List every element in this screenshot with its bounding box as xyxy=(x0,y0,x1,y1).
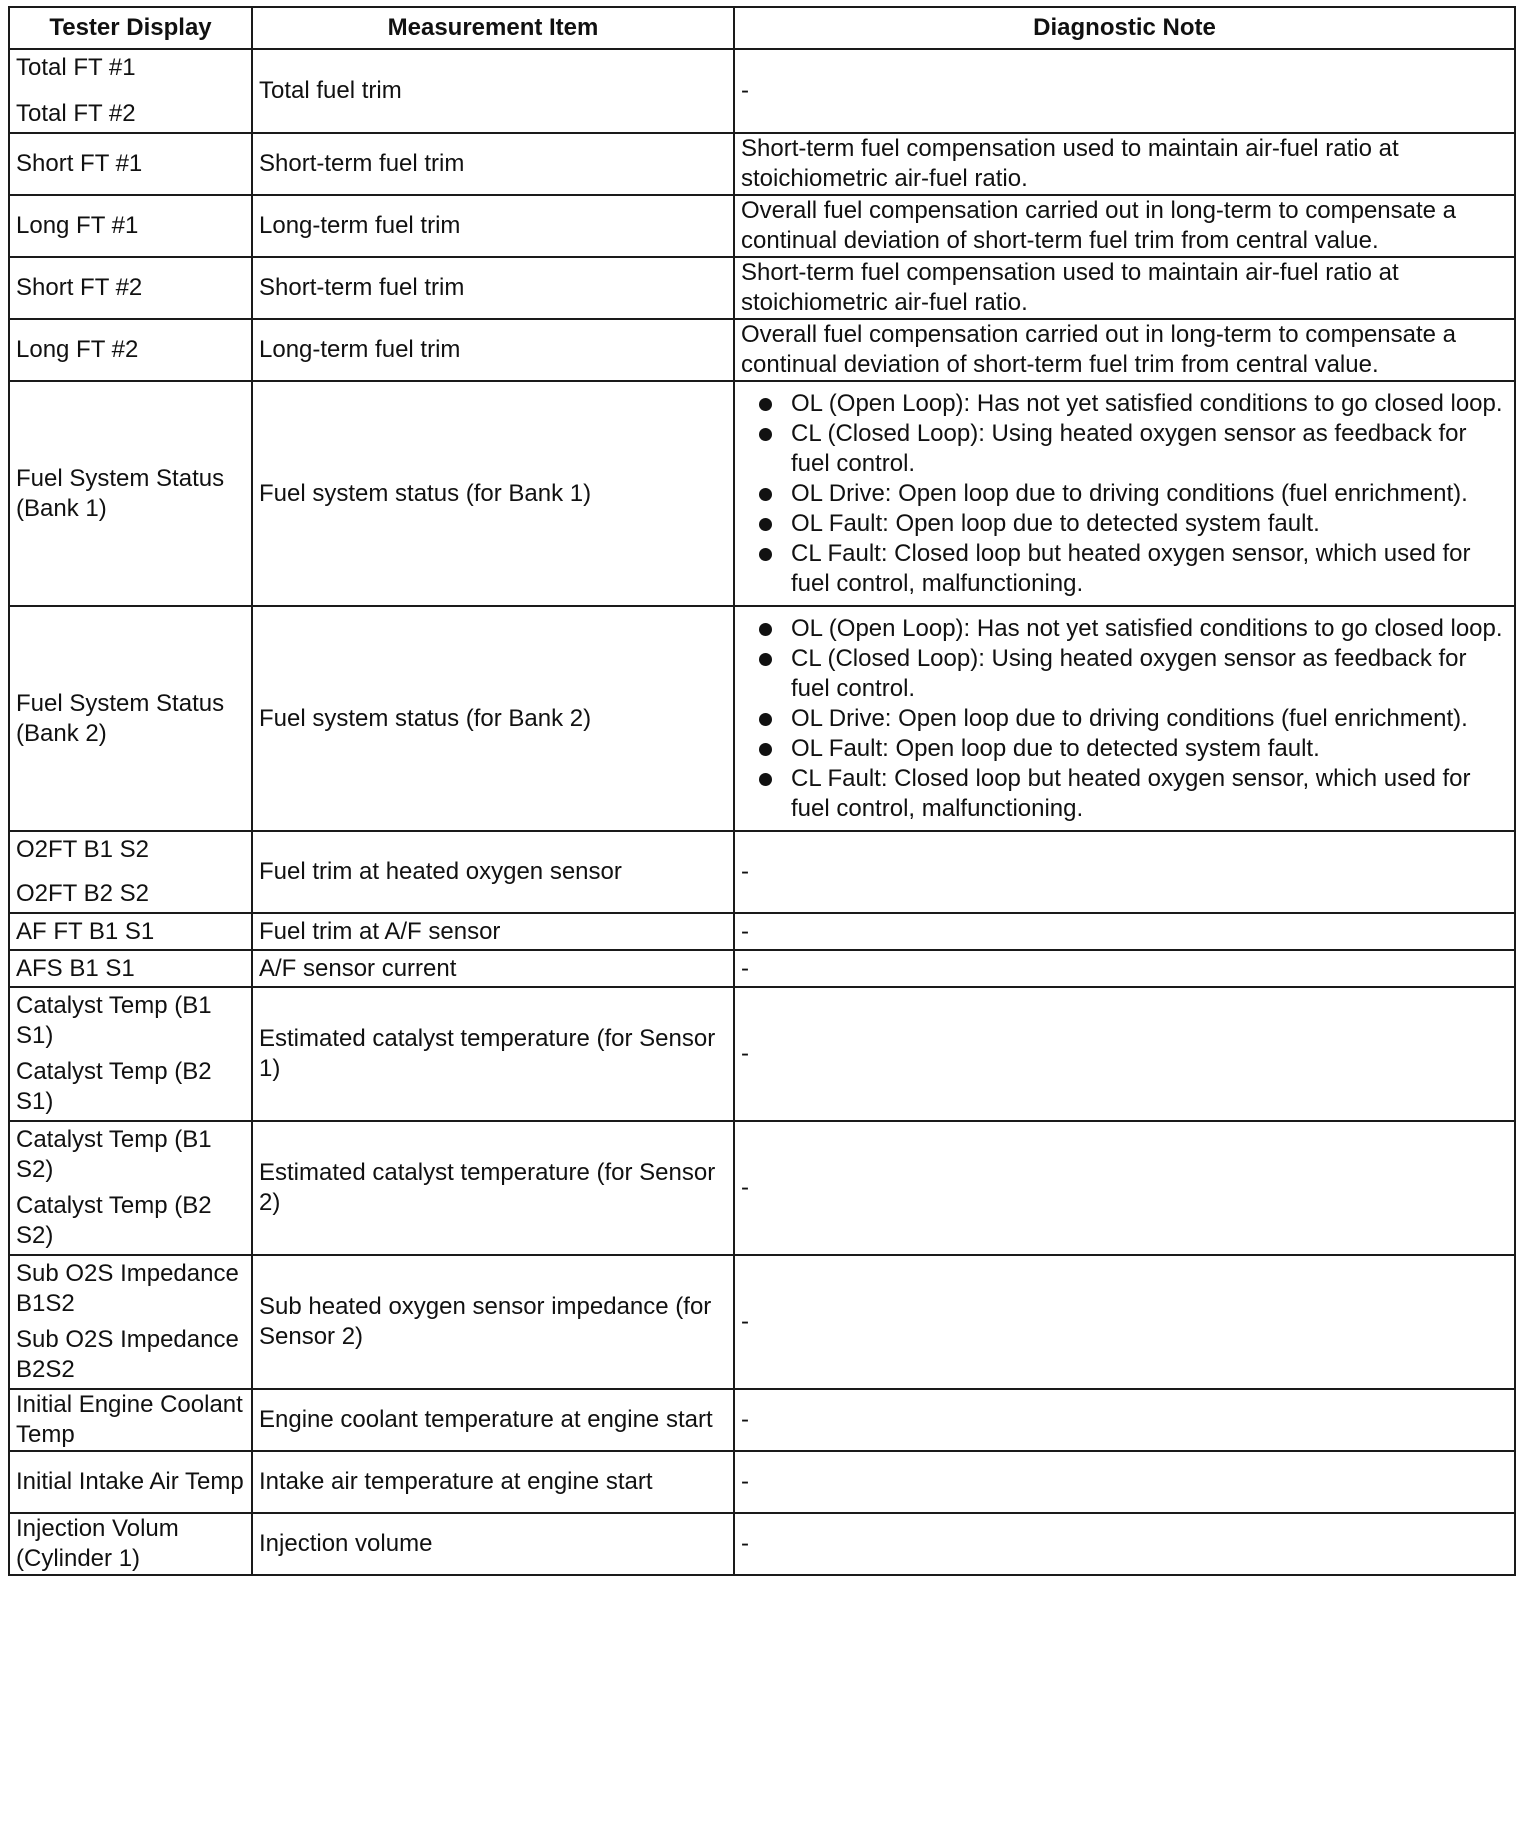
header-row xyxy=(9,7,1515,49)
bullet-text: CL Fault: Closed loop but heated oxygen sensor, which used for fuel control, malfunctioning. xyxy=(791,539,1471,597)
measurement-item-cell: Fuel system status (for Bank 2) xyxy=(252,606,734,831)
diagnostic-note-cell: Short-term fuel compensation used to maintain air-fuel ratio at stoichiometric air-fuel ratio. xyxy=(734,133,1515,195)
measurement-item-cell: Fuel trim at heated oxygen sensor xyxy=(252,831,734,913)
measurement-item-cell: Injection volume xyxy=(252,1513,734,1575)
tester-display-name: Initial Intake Air Temp xyxy=(16,1468,244,1495)
measurement-item-cell: Short-term fuel trim xyxy=(252,133,734,195)
table-row xyxy=(9,831,1515,913)
data-list-table xyxy=(8,6,1516,1576)
tester-display-name: Short FT #1 xyxy=(16,150,143,177)
table-row xyxy=(9,381,1515,606)
measurement-item-cell: Sub heated oxygen sensor impedance (for Sensor 2) xyxy=(252,1255,734,1389)
measurement-item-cell: Fuel trim at A/F sensor xyxy=(252,913,734,950)
bullet-dot-icon xyxy=(759,548,772,561)
tester-display-name: Fuel System Status (Bank 2) xyxy=(16,689,225,747)
tester-display-cell xyxy=(9,1121,252,1255)
tester-display-cell xyxy=(9,1451,252,1513)
tester-display-name: Catalyst Temp (B2 S1) xyxy=(16,1058,212,1115)
tester-display-name: O2FT B1 S2 xyxy=(16,836,149,863)
tester-display-name: Injection Volum (Cylinder 1) xyxy=(16,1515,179,1572)
tester-display-cell xyxy=(9,381,252,606)
bullet-item xyxy=(741,479,1508,509)
tester-display-cell xyxy=(9,950,252,987)
bullet-item xyxy=(741,704,1508,734)
diagnostic-bullet-list xyxy=(741,389,1508,599)
tester-display-name: Short FT #2 xyxy=(16,274,143,301)
header-tester-display: Tester Display xyxy=(9,7,252,49)
table-row xyxy=(9,49,1515,133)
bullet-item xyxy=(741,389,1508,419)
tester-display-name: O2FT B2 S2 xyxy=(16,880,149,907)
tester-display-name: AFS B1 S1 xyxy=(16,954,135,982)
measurement-item-cell: A/F sensor current xyxy=(252,950,734,987)
tester-display-name: Catalyst Temp (B2 S2) xyxy=(16,1192,212,1249)
measurement-item-cell: Engine coolant temperature at engine start xyxy=(252,1389,734,1451)
table-row xyxy=(9,1389,1515,1451)
measurement-item-cell: Estimated catalyst temperature (for Sensor 1) xyxy=(252,987,734,1121)
bullet-dot-icon xyxy=(759,428,772,441)
diagnostic-note-cell: - xyxy=(734,1513,1515,1575)
table-body xyxy=(9,49,1515,1575)
table-row xyxy=(9,913,1515,950)
tester-display-cell xyxy=(9,606,252,831)
tester-display-name: Catalyst Temp (B1 S1) xyxy=(16,992,212,1049)
measurement-item-cell: Long-term fuel trim xyxy=(252,319,734,381)
bullet-text: OL (Open Loop): Has not yet satisfied conditions to go closed loop. xyxy=(791,389,1503,417)
table-row xyxy=(9,1451,1515,1513)
bullet-text: OL Drive: Open loop due to driving conditions (fuel enrichment). xyxy=(791,479,1468,507)
tester-display-stack xyxy=(16,1125,245,1251)
tester-display-name: Catalyst Temp (B1 S2) xyxy=(16,1126,212,1183)
tester-display-cell xyxy=(9,831,252,913)
diagnostic-note-cell: - xyxy=(734,1451,1515,1513)
table-row xyxy=(9,950,1515,987)
bullet-dot-icon xyxy=(759,398,772,411)
diagnostic-note-cell: - xyxy=(734,831,1515,913)
tester-display-name: Initial Engine Coolant Temp xyxy=(16,1391,243,1448)
bullet-dot-icon xyxy=(759,623,772,636)
diagnostic-note-cell: - xyxy=(734,950,1515,987)
tester-display-name: Total FT #1 xyxy=(16,54,136,81)
table-row xyxy=(9,133,1515,195)
tester-display-stack xyxy=(16,53,245,129)
tester-display-name: Long FT #1 xyxy=(16,212,139,239)
measurement-item-cell: Fuel system status (for Bank 1) xyxy=(252,381,734,606)
bullet-dot-icon xyxy=(759,713,772,726)
table-row xyxy=(9,1513,1515,1575)
tester-display-cell xyxy=(9,913,252,950)
diagnostic-note-cell: Overall fuel compensation carried out in long-term to compensate a continual deviation of short-term fuel trim from central value. xyxy=(734,195,1515,257)
table-row xyxy=(9,606,1515,831)
bullet-text: OL Fault: Open loop due to detected system fault. xyxy=(791,734,1320,762)
measurement-item-cell: Estimated catalyst temperature (for Sensor 2) xyxy=(252,1121,734,1255)
bullet-item xyxy=(741,764,1508,824)
bullet-item xyxy=(741,614,1508,644)
bullet-text: OL Drive: Open loop due to driving conditions (fuel enrichment). xyxy=(791,704,1468,732)
header-measurement-item: Measurement Item xyxy=(252,7,734,49)
diagnostic-note-cell: - xyxy=(734,913,1515,950)
bullet-dot-icon xyxy=(759,488,772,501)
bullet-dot-icon xyxy=(759,773,772,786)
tester-display-name: Sub O2S Impedance B1S2 xyxy=(16,1260,239,1317)
table-row xyxy=(9,987,1515,1121)
diagnostic-note-cell: - xyxy=(734,1255,1515,1389)
diagnostic-note-cell: - xyxy=(734,987,1515,1121)
tester-display-stack xyxy=(16,991,245,1117)
header-diagnostic-note: Diagnostic Note xyxy=(734,7,1515,49)
bullet-dot-icon xyxy=(759,743,772,756)
bullet-item xyxy=(741,539,1508,599)
bullet-item xyxy=(741,419,1508,479)
tester-display-cell xyxy=(9,257,252,319)
bullet-item xyxy=(741,644,1508,704)
table-row xyxy=(9,195,1515,257)
tester-display-cell xyxy=(9,1389,252,1451)
table-row xyxy=(9,319,1515,381)
tester-display-stack xyxy=(16,835,245,909)
diagnostic-bullet-list xyxy=(741,614,1508,824)
tester-display-stack xyxy=(16,1259,245,1385)
diagnostic-note-cell: - xyxy=(734,49,1515,133)
measurement-item-cell: Total fuel trim xyxy=(252,49,734,133)
measurement-item-cell: Short-term fuel trim xyxy=(252,257,734,319)
tester-display-name: Long FT #2 xyxy=(16,336,139,363)
diagnostic-note-cell: - xyxy=(734,1389,1515,1451)
tester-display-cell xyxy=(9,49,252,133)
tester-display-cell xyxy=(9,133,252,195)
table-row xyxy=(9,1255,1515,1389)
tester-display-cell xyxy=(9,1255,252,1389)
bullet-text: CL (Closed Loop): Using heated oxygen sensor as feedback for fuel control. xyxy=(791,644,1467,702)
measurement-item-cell: Intake air temperature at engine start xyxy=(252,1451,734,1513)
data-list-table-wrapper xyxy=(8,6,1514,1576)
tester-display-cell xyxy=(9,987,252,1121)
tester-display-name: Fuel System Status (Bank 1) xyxy=(16,464,225,522)
tester-display-cell xyxy=(9,1513,252,1575)
diagnostic-note-cell xyxy=(734,381,1515,606)
bullet-text: CL Fault: Closed loop but heated oxygen sensor, which used for fuel control, malfunctioning. xyxy=(791,764,1471,822)
table-row xyxy=(9,1121,1515,1255)
bullet-dot-icon xyxy=(759,653,772,666)
bullet-text: OL Fault: Open loop due to detected system fault. xyxy=(791,509,1320,537)
diagnostic-note-cell: Short-term fuel compensation used to maintain air-fuel ratio at stoichiometric air-fuel ratio. xyxy=(734,257,1515,319)
bullet-item xyxy=(741,509,1508,539)
diagnostic-note-cell: Overall fuel compensation carried out in long-term to compensate a continual deviation of short-term fuel trim from central value. xyxy=(734,319,1515,381)
diagnostic-note-cell xyxy=(734,606,1515,831)
table-row xyxy=(9,257,1515,319)
bullet-dot-icon xyxy=(759,518,772,531)
bullet-text: CL (Closed Loop): Using heated oxygen sensor as feedback for fuel control. xyxy=(791,419,1467,477)
tester-display-cell xyxy=(9,195,252,257)
bullet-text: OL (Open Loop): Has not yet satisfied conditions to go closed loop. xyxy=(791,614,1503,642)
tester-display-name: Total FT #2 xyxy=(16,100,136,127)
tester-display-cell xyxy=(9,319,252,381)
bullet-item xyxy=(741,734,1508,764)
tester-display-name: Sub O2S Impedance B2S2 xyxy=(16,1326,239,1383)
measurement-item-cell: Long-term fuel trim xyxy=(252,195,734,257)
diagnostic-note-cell: - xyxy=(734,1121,1515,1255)
tester-display-name: AF FT B1 S1 xyxy=(16,917,155,945)
